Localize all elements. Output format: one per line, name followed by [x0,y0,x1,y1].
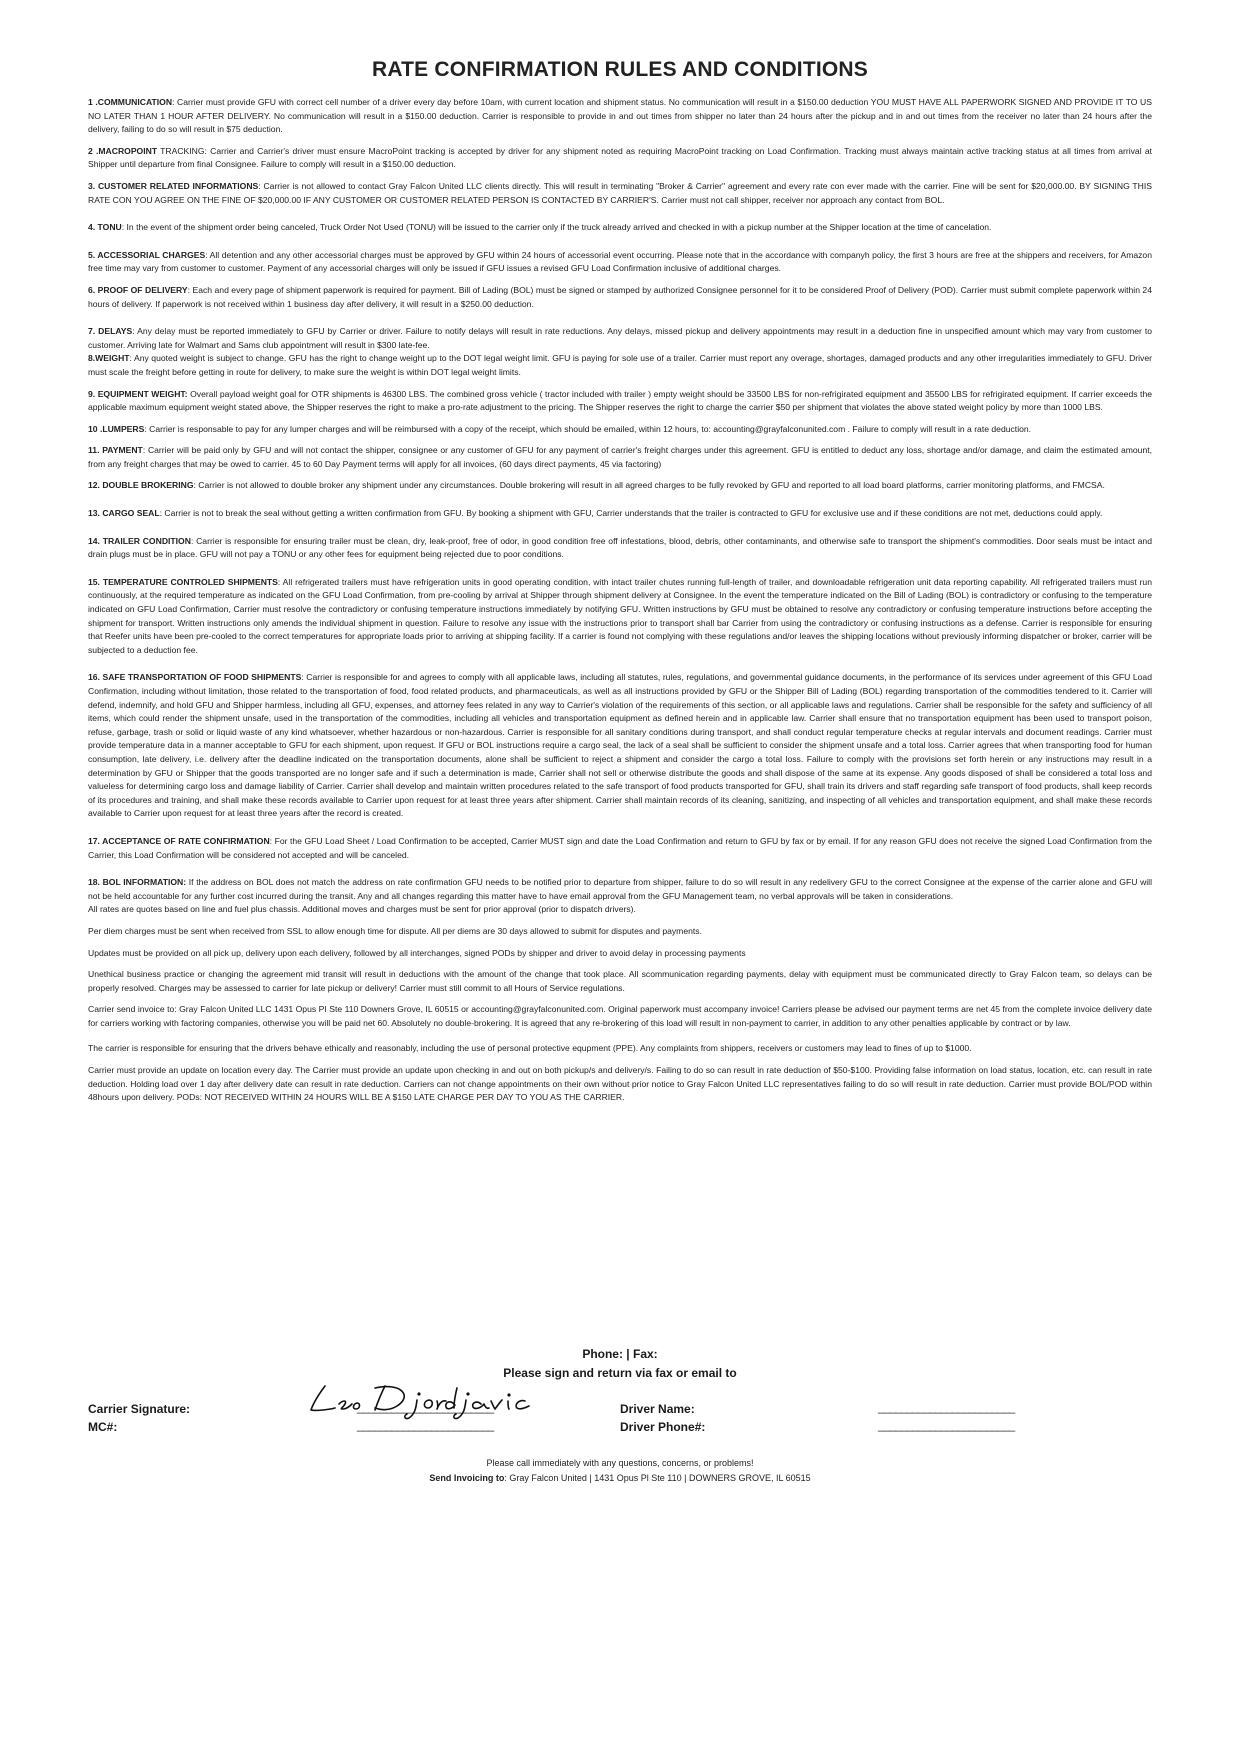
rule-title: 4. TONU [88,222,122,233]
rule-body: : Carrier is responsable to pay for any lumper charges and will be reimbursed with a copy of the receipt, which should be emailed, within 12 hours, to: accounting@grayfalconunited.com . Failure to comply will result in a rate deduction. [144,423,1032,434]
rule-title: 9. EQUIPMENT WEIGHT: [88,388,188,399]
rule-body: If the address on BOL does not match the address on rate confirmation GFU needs to be notified prior to departure from shipper, failure to do so will result in any redelivery GFU to the correct Consignee at the expense of the carrier alone and GFU will not be held accountable for any further cost incurred during the transit. Any and all changes regarding this matter have to have email approval from the GFU Management team, no verbal approvals will be taken in considerations. [88,877,1152,901]
rule-13 [88,507,1152,521]
terms-paragraph: Per diem charges must be sent when received from SSL to allow enough time for dispute. All per diems are 30 days allowed to submit for disputes and payments. [88,925,702,936]
rule-4 [88,221,1152,235]
terms-paragraph: Updates must be provided on all pick up, delivery upon each delivery, followed by all interchanges, signed PODs by shipper and driver to avoid delay in processing payments [88,947,746,958]
mc-number-label: MC#: [88,1420,118,1434]
rule-body: : All detention and any other accessorial charges must be approved by GFU within 24 hours of accessorial event occurring. Please note that in the accordance with companyh policy, the first 3 hours are free at the shippers and receivers, for Amazon free time may vary from customer to customer. Payment of any accessorial charges will only be issued if GFU issues a revised GFU Load Confirmation inclusive of additional charges. [88,249,1152,274]
mc-number-line[interactable]: ________________________ [357,1418,494,1432]
rule-body: : In the event of the shipment order being canceled, Truck Order Not Used (TONU) will be issued to the carrier only if the truck already arrived and checked in with a pickup number at the Shipper location at the time of cancelation. [121,222,992,233]
rule-8 [88,352,1152,379]
rule-body: : Carrier must provide GFU with correct cell number of a driver every day before 10am, with current location and shipment status. No communication will result in a $150.00 deduction YOU MUST HAVE ALL PAPERWORK SIGNED AND PROVIDE IT TO US NO LATER THAN 1 HOUR AFTER DELIVERY. No communication will result in a $150.00 deduction. Carrier is responsible to provide in and out times from shipper no later than 24 hours after the pickup and in and out times from the receiver no later than 24 hours after the delivery, failing to do so will result in $75 deduction. [88,97,1152,135]
rule-body: Overall payload weight goal for OTR shipments is 46300 LBS. The combined gross vehicle ( tractor included with trailer ) empty weight should be 33500 LBS for non-refrigirated equipment and 35500 LBS for refrigirated equipment. If carrier exceeds the applicable maximum equipment weight stated above, the Shipper reserves the right to make a pro-rate adjustment to the pricing. The Shipper reserves the right to charge the carrier $50 per shipment that violates the above stated weight policy by more than 1000 LBS. [88,388,1153,413]
invoice-label: Send Invoicing to [429,1473,505,1483]
carrier-signature-line[interactable]: ________________________ [357,1400,494,1414]
rule-body: : Carrier will be paid only by GFU and will not contact the shipper, consignee or any customer of GFU for any payment of carrier's freight charges under this agreement. GFU is entitled to deduct any loss, shortage and/or damage, and claim the estimated amount, from any freight charges that may be owed to carrier. 45 to 60 Day Payment terms will apply for all invoices, (60 days direct payments, 45 via factoring) [88,445,1152,469]
rule-body: : Carrier is responsible for and agrees to comply with all applicable laws, including all statutes, rules, regulations, and governmental guidance documents, in the performance of its services under agreement of this GFU Load Confirmation, including without limitation, those related to the transportation of food, food related products, and pharmaceuticals, as well as all instructions provided by GFU or the Shipper Bill of Lading (BOL) regarding transportation of the commodities tendered to it. Carrier will defend, indemnify, and hold GFU and Shipper harmless, including all GFU, expenses, and attorney fees related in any way to Carrier's violation of the requirements of this section, or all applicable laws and regulations. Carrier shall be responsible for the safety and sufficiency of all items, which could render the shipment unsafe, used in the transportation of the commodities, including all vehicles and transportation equipment as defined herein and in applicable law. Carrier shall ensure that no transportation equipment has been used to transport poison, refuse, garbage, trash or solid or liquid waste of any kind whatsoever, whether hazardous or non-hazardous. Carrier is responsible for all sanitary conditions during transport, and shall conduct regular temperature checks at regular intervals and document readings. Carrier must provide temperature data in a manner acceptable to GFU for each shipment, upon request. If GFU or BOL instructions require a cargo seal, the lack of a seal shall be sufficient to consider the shipment unsafe and a total loss. Carrier agrees that when transporting food for human consumption, late delivery, i.e. delivery after the deadline indicated on the transportation documents, alone shall be sufficient to reject a shipment and consider the cargo a total loss. Failure to comply with the provisions set forth herein or any instructions may result in a determination by GFU or Shipper that the goods transported are no longer safe and if such a determination is made, Carrier shall not sell or otherwise distribute the goods and shall dispose of the same at its expense. Any goods disposed of shall be considered a total loss and valueless for determining cargo loss and damage liability of Carrier. Carrier shall develop and maintain written procedures related to the safe transport of food products transported for GFU, shall train its drivers and staff regarding safe transport of food products, shall keep records of its procedures and training, and shall make these records available to Carrier upon request for at least three years after shipment. Carrier shall maintain records of its cleaning, sanitizing, and inspecting of all vehicles and transportation equipment, and shall make these records available to Carrier upon request for at least three years after the record is created. [88,672,1152,819]
rule-3 [88,180,1152,207]
rule-title: 15. TEMPERATURE CONTROLED SHIPMENTS [88,576,278,587]
rule-12 [88,479,1152,493]
rule-title: 10 .LUMPERS [88,423,145,434]
rule-body: : Carrier is not allowed to double broker any shipment under any circumstances. Double brokering will result in all agreed charges to be fully revoked by GFU and reported to all load board platforms, carrier monitoring platforms, and FMCSA. [193,480,1105,491]
rule-2 [88,145,1152,172]
rule-title: 11. PAYMENT [88,445,143,456]
driver-phone-label: Driver Phone#: [620,1420,706,1434]
rule-body: : Any delay must be reported immediately to GFU by Carrier or driver. Failure to notify delays will result in rate reductions. Any delays, missed pickup and delivery appointments may result in a deduction fine in unspecified amount which may vary from customer to customer. Arriving late for Walmart and Sams club appointment will result in $300 late-fee. [88,326,1152,350]
rule-7 [88,325,1152,352]
contact-note: Please call immediately with any questions, concerns, or problems! [486,1458,754,1468]
rule-body: : Each and every page of shipment paperwork is required for payment. Bill of Lading (BOL) must be signed or stamped by authorized Consignee personnel for it to be considered Proof of Delivery (POD). Carrier must submit complete paperwork within 24 hours of delivery. If paperwork is not received within 1 business day after delivery, it will result in a $250.00 deduction. [88,284,1152,309]
terms-paragraph: Carrier send invoice to: Gray Falcon United LLC 1431 Opus PI Ste 110 Downers Grove, IL 60515 or accounting@grayfalconunited.com. Original paperwork must accompany invoice! Carriers please be advised our payment terms are net 45 from the complete invoice delivery date for carriers working with factoring companies, otherwise you will be paid net 60. Absolutely no double-brokering. It is agreed that any re-brokering of this load will result in non-payment to carrier, in addition to any other penalties applicable by contract or by law. [88,1004,1152,1028]
rule-14 [88,535,1152,562]
terms-paragraph: Unethical business practice or changing the agreement mid transit will result in deductions with the amount of the change that took place. All scommunication regarding payments, delay with equipment must be communicated directly to Gray Falcon team, so delays can be properly resolved. Charges may be assessed to carrier for late pickup or delivery! Carrier must still commit to all Hours of Service regulations. [88,969,1152,993]
rule-body: : For the GFU Load Sheet / Load Confirmation to be accepted, Carrier MUST sign and date the Load Confirmation and return to GFU by fax or by email. If for any reason GFU does not receive the signed Load Confirmation from the Carrier, this Load Confirmation will be considered not accepted and will be canceled. [88,835,1152,860]
terms-paragraph: All rates are quotes based on line and fuel plus chassis. Additional moves and charges must be sent for prior approval (prior to dispatch drivers). [88,904,636,915]
terms-paragraph: Carrier must provide an update on location every day. The Carrier must provide an update upon checking in and out on both pickup/s and delivery/s. Failing to do so can result in rate deduction of $50-$100. Providing false information on load status, location, etc. can result in rate deduction. Holding load over 1 day after delivery date can result in rate deduction. Carriers can not change appointments on their own without prior notice to Gray Falcon United LLC representatives failing to do so will result in rate deduction. Carrier must provide BOL/POD within 48hours upon delivery. PODs: NOT RECEIVED WITHIN 24 HOURS WILL BE A $150 LATE CHARGE PER DAY TO YOU AS THE CARRIER. [88,1065,1152,1103]
rule-9 [88,388,1152,415]
rule-6 [88,284,1152,311]
rule-title: 12. DOUBLE BROKERING [88,480,194,491]
rule-body: : Carrier is not to break the seal without getting a written confirmation from GFU. By booking a shipment with GFU, Carrier understands that the trailer is contracted to GFU for exclusive use and if these conditions are not met, deductions could apply. [159,508,1103,519]
rule-15 [88,576,1152,658]
rule-11 [88,444,1152,471]
rule-title: 14. TRAILER CONDITION [88,535,191,546]
driver-name-line[interactable]: ________________________ [878,1400,1015,1414]
rules-list [88,96,1152,903]
rule-title: 2 .MACROPOINT [88,145,158,156]
please-sign-line: Please sign and return via fax or email to [503,1366,737,1380]
rule-18 [88,876,1152,903]
rule-title: 16. SAFE TRANSPORTATION OF FOOD SHIPMENTS [88,672,302,683]
driver-phone-line[interactable]: ________________________ [878,1418,1015,1432]
rule-body: : All refrigerated trailers must have refrigeration units in good operating condition, with intact trailer chutes running full-length of trailer, and downloadable refrigeration unit data reporting capability. All refrigerated trailers must run continuously, at the required temperature as indicated on the GFU Load Confirmation, from pre-cooling by arrival at Shipper through shipment delivery at Consignee. In the event the temperature indicated on the Bill of Lading (BOL) is contradictory or confusing to the temperature indicated on GFU Load Confirmation, Carrier must resolve the contradictory or confusing temperature instructions immediately by notifying GFU. Written instructions by GFU must be obtained to resolve any contradictory or confusing temperature instructions before accepting the shipment for transport. Written instructions only amends the individual shipment in question. Failure to resolve any issue with the instructions prior to transport shall bar Carrier from using the contradictory or confusing instructions as a defense. Carrier is responsible for ensuring that Reefer units have been pre-cooled to the correct temperatures for appropriate loads prior to arriving at shipping facility. If a carrier is found not complying with these regulations and/or leaves the shipping locations without previously informing dispatcher or broker, carrier will be subjected to a deduction fee. [88,576,1152,655]
rule-title: 1 .COMMUNICATION [88,97,173,107]
carrier-signature-image [305,1378,555,1420]
rule-17 [88,835,1152,862]
phone-fax-line: Phone: | Fax: [582,1347,658,1361]
document-page [88,58,1152,1113]
rule-16 [88,671,1152,821]
rule-body: : Carrier is not allowed to contact Gray Falcon United LLC clients directly. This will result in terminating "Broker & Carrier" agreement and every rate con ever made with the carrier. Fine will be sent for $20,000.00. BY SIGNING THIS RATE CON YOU AGREE ON THE FINE OF $20,000.00 IF ANY CUSTOMER OR CUSTOMER RELATED PERSON IS CONTACTED BY CARRIER'S. Carrier must not call shipper, receiver nor approach any contact from BOL. [88,180,1153,205]
rule-body: TRACKING: Carrier and Carrier's driver must ensure MacroPoint tracking is accepted by driver for any shipment noted as requiring MacroPoint tracking on Load Confirmation. Tracking must always maintain active tracking status at all times from arrival at Shipper until departure from final Consignee. Failure to comply will result in a $150.00 deduction. [88,145,1152,170]
rule-title: 8.WEIGHT [88,353,130,364]
rule-title: 5. ACCESSORIAL CHARGES [88,249,206,260]
extra-terms [88,903,1152,1105]
rule-title: 7. DELAYS [88,326,133,337]
rule-title: 17. ACCEPTANCE OF RATE CONFIRMATION [88,835,270,846]
rule-10 [88,423,1152,437]
invoice-address-line [0,1473,1240,1483]
driver-name-label: Driver Name: [620,1402,695,1416]
rule-title: 18. BOL INFORMATION: [88,877,187,888]
invoice-address: : Gray Falcon United | 1431 Opus Pl Ste 110 | DOWNERS GROVE, IL 60515 [504,1473,811,1483]
rule-body: : Carrier is responsible for ensuring trailer must be clean, dry, leak-proof, free of odor, in good condition free off infestations, blood, debris, other contaminants, and otherwise safe to transport the shipment's commodities. Door seals must be intact and drain plugs must be in place. GFU will not pay a TONU or any other fees for equipment being rejected due to poor conditions. [88,535,1152,560]
rule-title: 13. CARGO SEAL [88,508,160,519]
terms-paragraph: The carrier is responsible for ensuring that the drivers behave ethically and reasonably, including the use of personal protective equpment (PPE). Any complaints from shippers, receivers or customers may lead to fines of up to $1000. [88,1043,972,1054]
rule-5 [88,249,1152,276]
rule-title: 3. CUSTOMER RELATED INFORMATIONS [88,180,259,191]
rule-title: 6. PROOF OF DELIVERY [88,284,188,295]
carrier-signature-label: Carrier Signature: [88,1402,191,1416]
rule-body: : Any quoted weight is subject to change. GFU has the right to change weight up to the DOT legal weight limit. GFU is paying for sole use of a trailer. Carrier must report any overage, shortages, damaged products and any other irregularities immediately to GFU. Driver must scale the freight before getting in route for delivery, to make sure the weight is within DOT legal weight limits. [88,353,1152,377]
rule-1 [88,96,1152,137]
page-title: RATE CONFIRMATION RULES AND CONDITIONS [371,58,869,81]
